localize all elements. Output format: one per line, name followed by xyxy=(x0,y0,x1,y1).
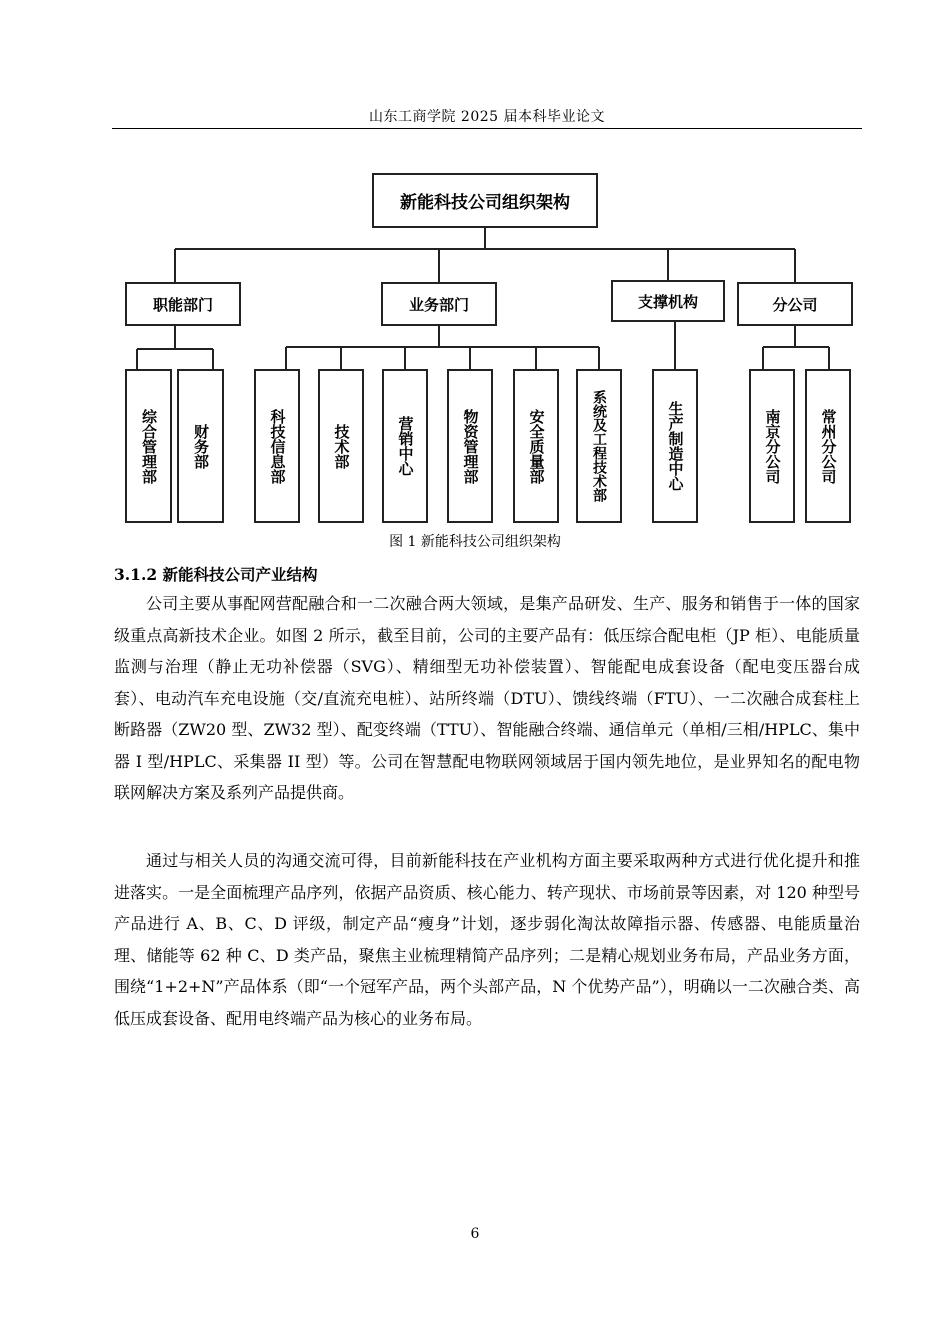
page-number: 6 xyxy=(470,1226,480,1242)
org-group-support: 支撑机构 xyxy=(611,280,725,322)
figure-caption: 图 1 新能科技公司组织架构 xyxy=(389,534,561,550)
org-unit-general-management: 综合管理部 xyxy=(125,369,172,523)
org-unit-technology: 技术部 xyxy=(318,369,364,523)
org-group-business: 业务部门 xyxy=(381,282,497,326)
org-unit-nanjing-branch: 南京分公司 xyxy=(749,369,795,523)
org-group-functional: 职能部门 xyxy=(125,282,241,326)
org-unit-safety-quality: 安全质量部 xyxy=(513,369,559,523)
body-paragraph: 通过与相关人员的沟通交流可得，目前新能科技在产业机构方面主要采取两种方式进行优化提升和推进落实。一是全面梳理产品序列，依据产品资质、核心能力、转产现状、市场前景等因素，对 120 种型号产品进行 A、B、C、D 评级，制定产品“瘦身”计划，逐步弱化淘汰故障指示器、传感器、电能质量治理、储能等 62 种 C、D 类产品，聚焦主业梳理精简产品序列；二是精心规划业务布局，产品业务方面，围绕“1+2+N”产品体系（即“一个冠军产品，两个头部产品，N 个优势产品”），明确以一二次融合类、高低压成套设备、配用电终端产品为核心的业务布局。 xyxy=(114,851,860,1028)
org-root-box: 新能科技公司组织架构 xyxy=(372,173,598,228)
section-heading: 3.1.2 新能科技公司产业结构 xyxy=(114,565,318,584)
running-header: 山东工商学院 2025 届本科毕业论文 xyxy=(368,109,606,125)
org-unit-systems-engineering: 系统及工程技术部 xyxy=(576,369,622,523)
org-unit-changzhou-branch: 常州分公司 xyxy=(805,369,851,523)
org-unit-materials: 物资管理部 xyxy=(447,369,493,523)
body-paragraph: 公司主要从事配网营配融合和一二次融合两大领域，是集产品研发、生产、服务和销售于一体的国家级重点高新技术企业。如图 2 所示，截至目前，公司的主要产品有：低压综合配电柜（JP 柜）、电能质量监测与治理（静止无功补偿器（SVG）、精细型无功补偿装置）、智能配电成套设备（配电变压器台成套）、电动汽车充电设施（交/直流充电桩）、站所终端（DTU）、馈线终端（FTU）、一二次融合成套柱上断路器（ZW20 型、ZW32 型）、配变终端（TTU）、智能融合终端、通信单元（单相/三相/HPLC、集中器 I 型/HPLC、采集器 II 型）等。公司在智慧配电物联网领域居于国内领先地位，是业界知名的配电物联网解决方案及系列产品提供商。 xyxy=(114,594,860,802)
org-group-branch: 分公司 xyxy=(737,282,853,326)
org-unit-marketing: 营销中心 xyxy=(382,369,428,523)
org-unit-manufacturing: 生产制造中心 xyxy=(652,369,698,523)
org-unit-tech-info: 科技信息部 xyxy=(254,369,300,523)
org-unit-finance: 财务部 xyxy=(177,369,224,523)
